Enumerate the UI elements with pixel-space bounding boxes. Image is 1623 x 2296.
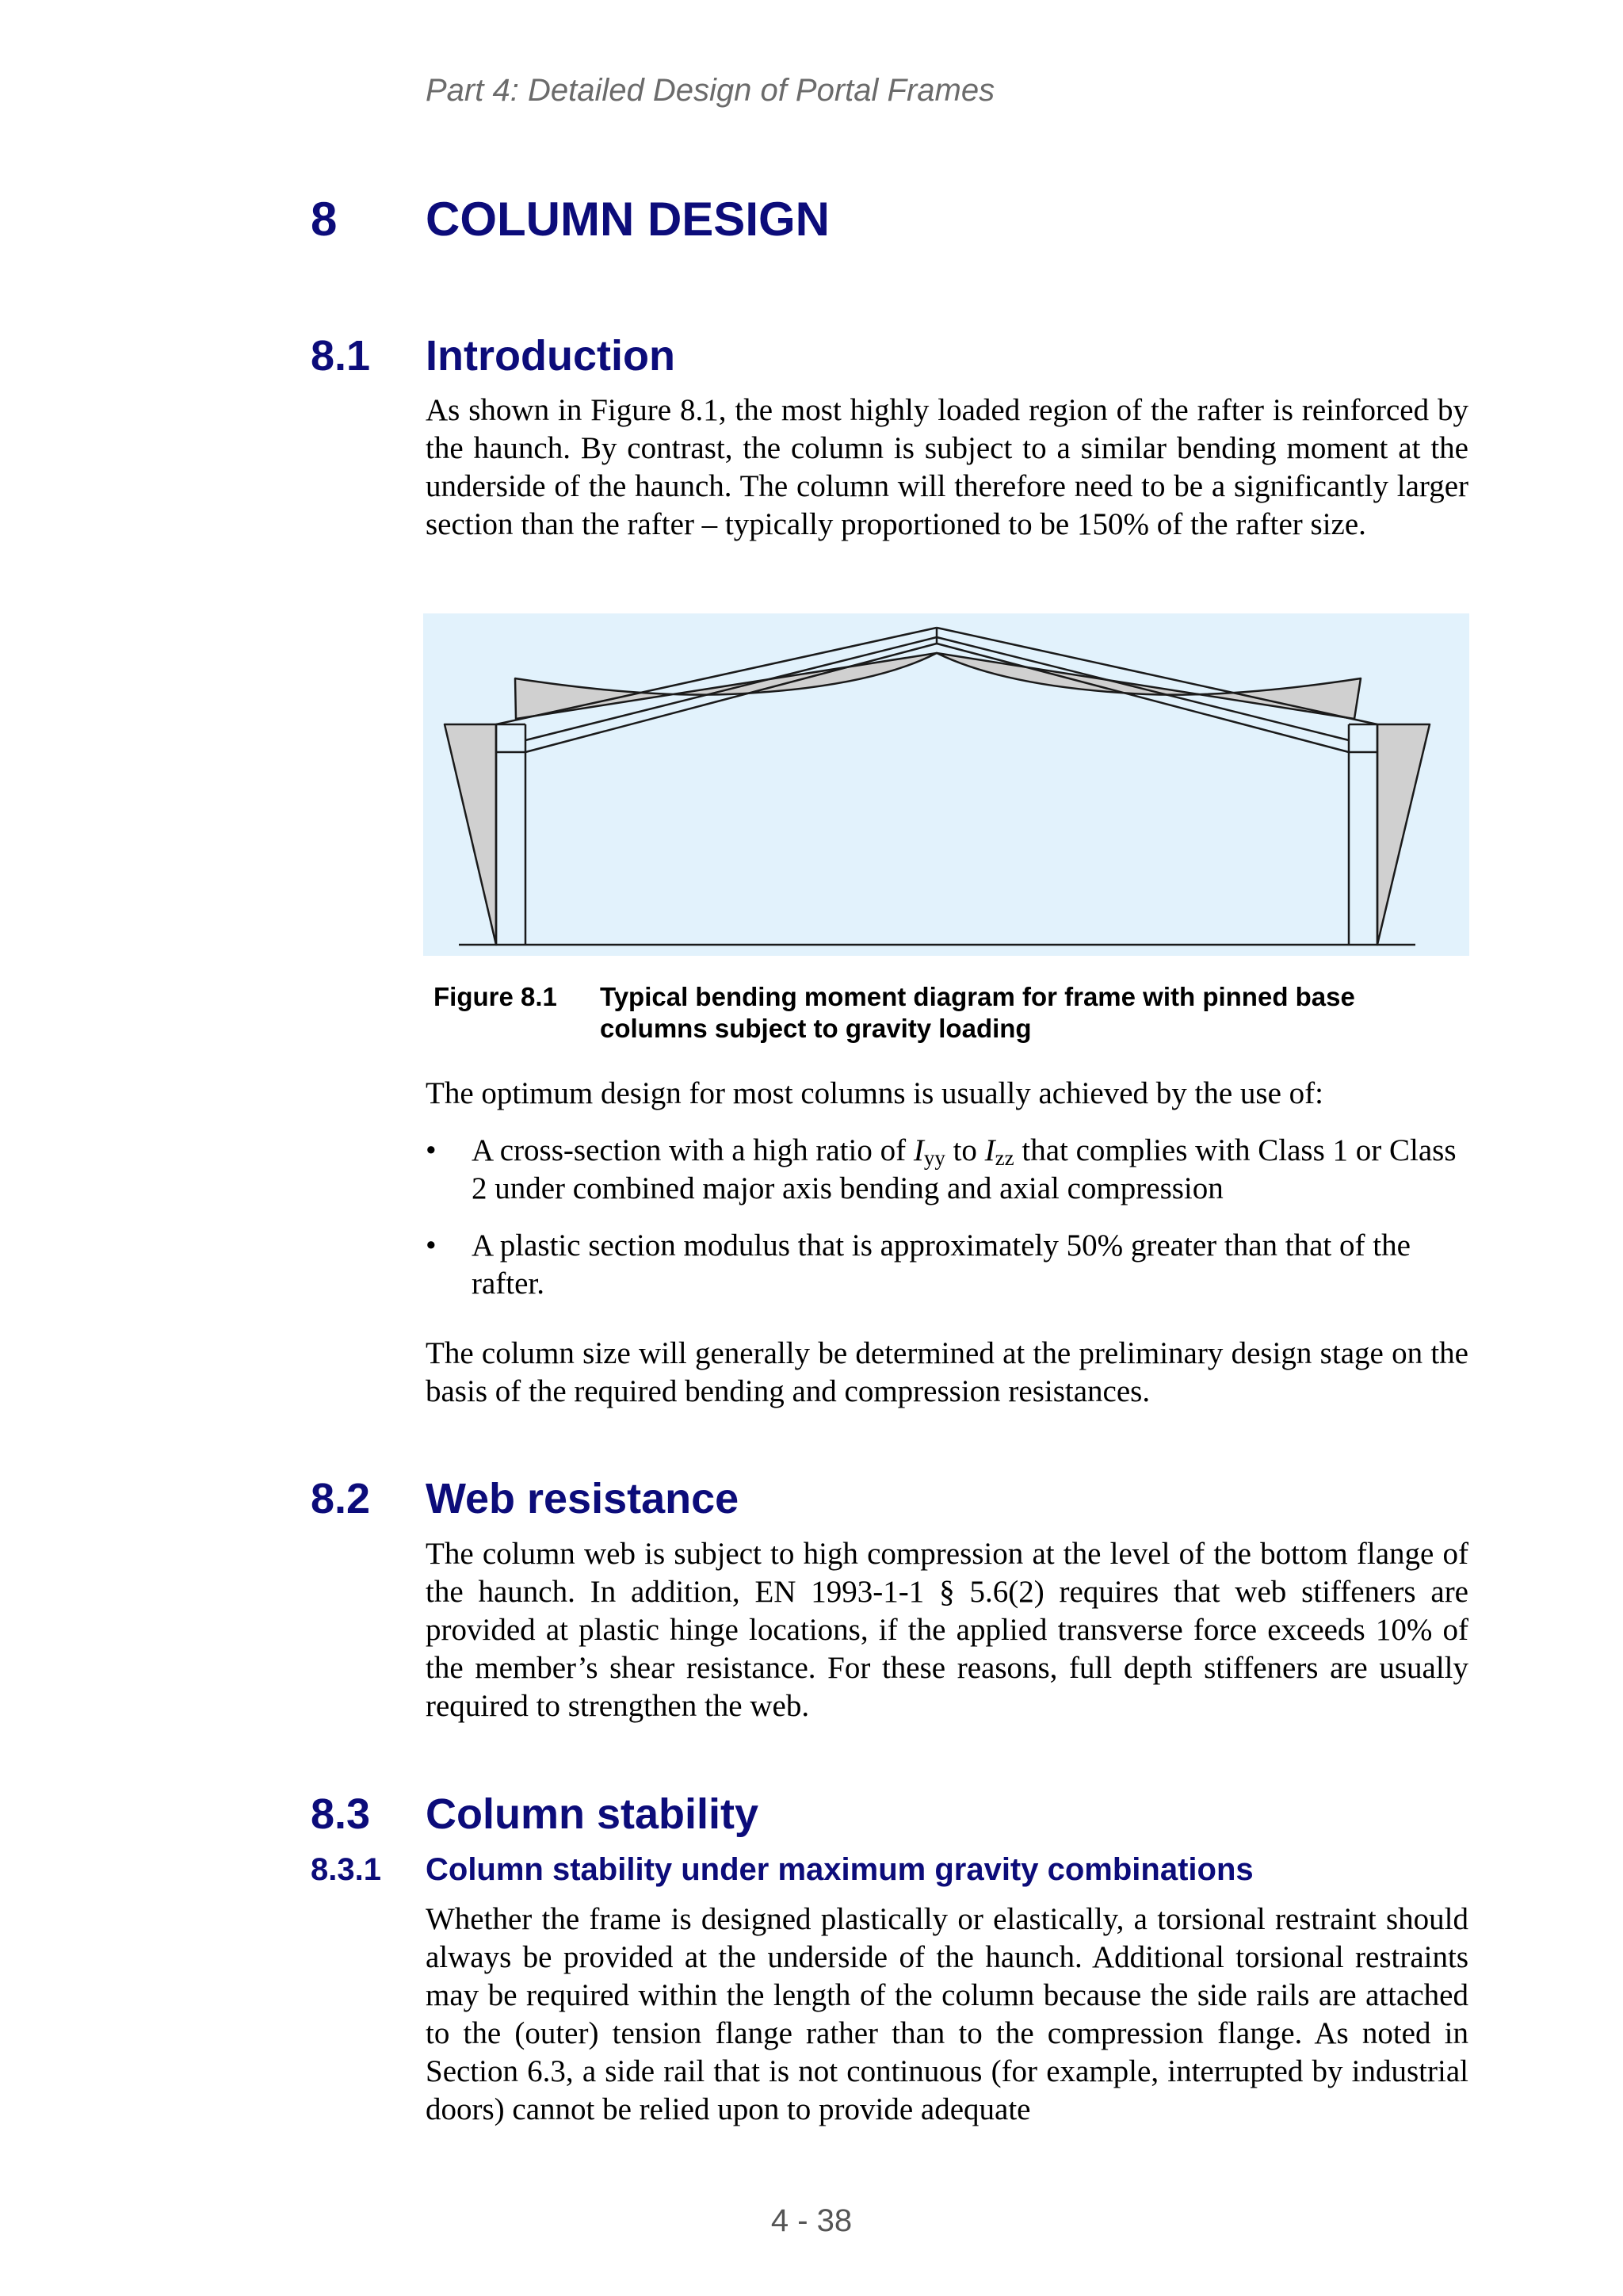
right-rafter-moment — [937, 653, 1361, 719]
optimum-design-paragraph: The optimum design for most columns is usually achieved by the use of: — [426, 1076, 1323, 1110]
bullet-dot: • — [426, 1228, 437, 1263]
subsection-title: Column stability under maximum gravity combinations — [426, 1852, 1254, 1887]
figure-caption-text: Typical bending moment diagram for frame with pinned base columns subject to gravity loading — [600, 982, 1355, 1043]
column-stability-paragraph: Whether the frame is designed plastically or elastically, a torsional restraint should always be provided at the underside of the haunch. Additional torsional restraints may be required within the length of the column because the side rails are attached to the (outer) tension flange rather than to the compression flange. As noted in Section 6.3, a side rail that is not continuous (for example, interrupted by industrial doors) cannot be relied upon to provide adequate — [426, 1902, 1468, 2126]
figure-8-1 — [423, 613, 1469, 956]
subsection-number: 8.3.1 — [311, 1852, 381, 1887]
bullet-text: A plastic section modulus that is approximately 50% greater than that of the rafter. — [472, 1228, 1411, 1301]
column-size-paragraph: The column size will generally be determined at the preliminary design stage on the basis of the required bending and compression resistances. — [426, 1336, 1468, 1408]
section-title: Web resistance — [426, 1475, 739, 1522]
page-number: 4 - 38 — [770, 2203, 853, 2238]
right-column-moment — [1377, 724, 1430, 945]
section-title: Introduction — [426, 332, 675, 380]
figure-label: Figure 8.1 — [433, 982, 557, 1011]
section-number: 8.3 — [311, 1790, 371, 1838]
chapter-number: 8 — [311, 193, 338, 246]
web-resistance-paragraph: The column web is subject to high compression at the level of the bottom flange of the haunch. In addition, EN 1993-1-1 § 5.6(2) requires that web stiffeners are provided at plastic hinge locations, if the applied transverse force exceeds 10% of the member’s shear resistance. For these reasons, full depth stiffeners are usually required to strengthen the web. — [426, 1537, 1468, 1723]
intro-paragraph: As shown in Figure 8.1, the most highly loaded region of the rafter is reinforced by the haunch. By contrast, the column is subject to a similar bending moment at the underside of the haunch. The column will therefore need to be a significantly larger section than the rafter – typically proportioned to be 150% of the rafter size. — [426, 393, 1468, 541]
section-number: 8.2 — [311, 1475, 371, 1522]
left-column-moment — [445, 724, 496, 945]
chapter-title: COLUMN DESIGN — [426, 193, 830, 246]
bending-moment-diagram — [423, 613, 1469, 956]
section-number: 8.1 — [311, 332, 371, 380]
bullet-dot: • — [426, 1133, 437, 1167]
running-header: Part 4: Detailed Design of Portal Frames — [426, 73, 995, 108]
bullet-text: A cross-section with a high ratio of $I_{yy}$ to $I_{zz}$ that complies with Class 1 or Class 2 under combined major axis bending and axial compression — [472, 1133, 1457, 1205]
section-title: Column stability — [426, 1790, 759, 1838]
left-rafter-moment — [515, 653, 937, 719]
